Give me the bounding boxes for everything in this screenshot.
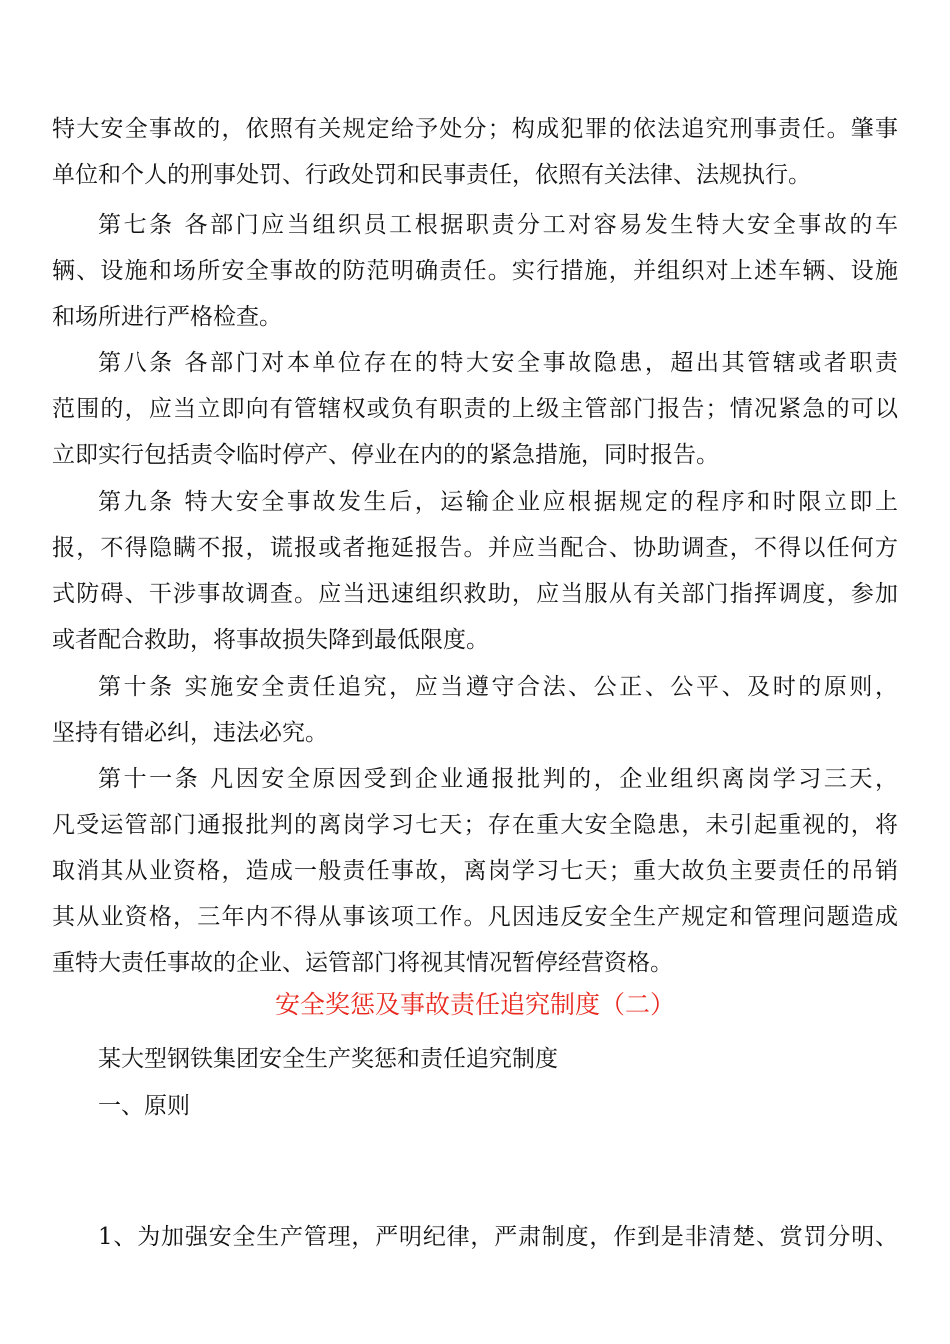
paragraph-line: 式防碍、干涉事故调查。应当迅速组织救助，应当服从有关部门指挥调度，参加 (52, 581, 898, 607)
paragraph-line: 取消其从业资格，造成一般责任事故，离岗学习七天；重大故负主要责任的吊销 (52, 858, 898, 884)
article-8-line: 第八条 各部门对本单位存在的特大安全事故隐患，超出其管辖或者职责 (98, 350, 898, 376)
paragraph-line: 凡受运管部门通报批判的离岗学习七天；存在重大安全隐患，未引起重视的，将 (52, 812, 898, 838)
paragraph-line: 坚持有错必纠，违法必究。 (52, 720, 328, 746)
paragraph-line: 重特大责任事故的企业、运管部门将视其情况暂停经营资格。 (52, 950, 673, 976)
article-7-line: 第七条 各部门应当组织员工根据职责分工对容易发生特大安全事故的车 (98, 212, 898, 238)
paragraph-line: 和场所进行严格检查。 (52, 304, 282, 330)
principles-heading: 一、原则 (98, 1093, 190, 1119)
article-10-line: 第十条 实施安全责任追究，应当遵守合法、公正、公平、及时的原则， (98, 674, 898, 700)
paragraph-line: 辆、设施和场所安全事故的防范明确责任。实行措施，并组织对上述车辆、设施 (52, 258, 898, 284)
document-subtitle: 某大型钢铁集团安全生产奖惩和责任追究制度 (98, 1046, 558, 1072)
paragraph-line: 其从业资格，三年内不得从事该项工作。凡因违反安全生产规定和管理问题造成 (52, 904, 898, 930)
article-11-line: 第十一条 凡因安全原因受到企业通报批判的，企业组织离岗学习三天， (98, 766, 898, 792)
paragraph-line: 特大安全事故的，依照有关规定给予处分；构成犯罪的依法追究刑事责任。肇事 (52, 116, 898, 142)
section-title: 安全奖惩及事故责任追究制度（二） (274, 990, 675, 1019)
paragraph-line: 立即实行包括责令临时停产、停业在内的的紧急措施，同时报告。 (52, 442, 719, 468)
paragraph-line: 单位和个人的刑事处罚、行政处罚和民事责任，依照有关法律、法规执行。 (52, 162, 811, 188)
item-one-line: 1、为加强安全生产管理，严明纪律，严肃制度，作到是非清楚、赏罚分明、 (98, 1224, 898, 1250)
paragraph-line: 或者配合救助，将事故损失降到最低限度。 (52, 627, 489, 653)
paragraph-line: 范围的，应当立即向有管辖权或负有职责的上级主管部门报告；情况紧急的可以 (52, 396, 898, 422)
paragraph-line: 报，不得隐瞒不报，谎报或者拖延报告。并应当配合、协助调查，不得以任何方 (52, 535, 898, 561)
article-9-line: 第九条 特大安全事故发生后，运输企业应根据规定的程序和时限立即上 (98, 489, 898, 515)
